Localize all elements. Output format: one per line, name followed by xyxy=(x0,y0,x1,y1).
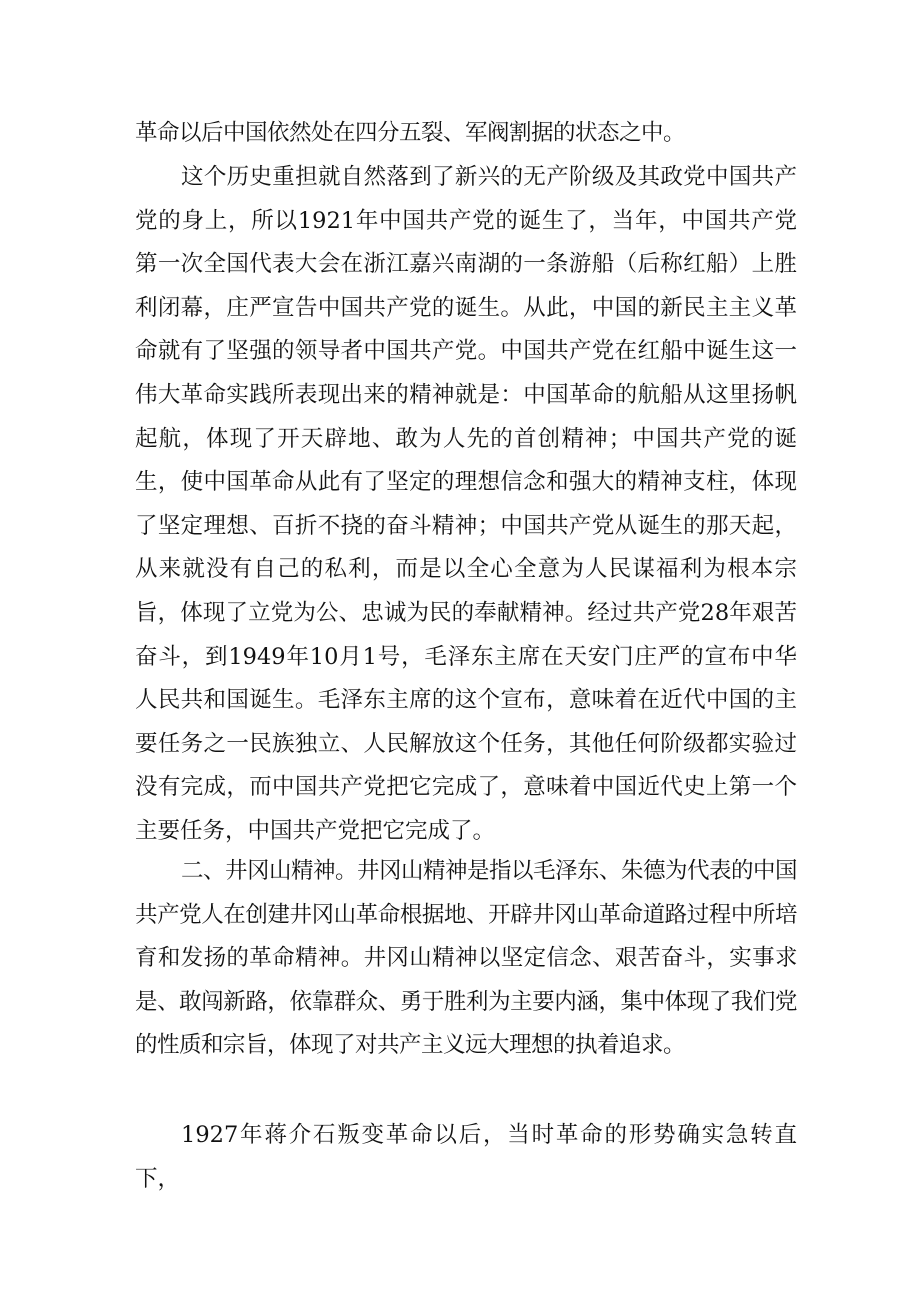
paragraph-jinggangshan-spirit xyxy=(135,850,797,1068)
paragraph-text: 二、井冈山精神。井冈山精神是指以毛泽东、朱德为代表的中国共产党人在创建井冈山革命根据地、开辟井冈山革命道路过程中所培育和发扬的革命精神。井冈山精神以坚定信念、艰苦奋斗，实事求是、敢闯新路，依靠群众、勇于胜利为主要内涵，集中体现了我们党的性质和宗旨，体现了对共产主义远大理想的执着追求。 xyxy=(135,858,798,1059)
paragraph-red-boat-spirit xyxy=(135,156,797,854)
paragraph-text: 1927年蒋介石叛变革命以后，当时革命的形势确实急转直下， xyxy=(135,1122,797,1192)
paragraph-text: 革命以后中国依然处在四分五裂、军阀割据的状态之中。 xyxy=(135,120,686,146)
paragraph-continuation xyxy=(135,112,797,156)
paragraph-text: 这个历史重担就自然落到了新兴的无产阶级及其政党中国共产党的身上，所以1921年中国共产党的诞生了，当年，中国共产党第一次全国代表大会在浙江嘉兴南湖的一条游船（后称红船）上胜利闭幕，庄严宣告中国共产党的诞生。从此，中国的新民主主义革命就有了坚强的领导者中国共产党。中国共产党在红船中诞生这一伟大革命实践所表现出来的精神就是：中国革命的航船从这里扬帆起航，体现了开天辟地、敢为人先的首创精神；中国共产党的诞生，使中国革命从此有了坚定的理想信念和强大的精神支柱，体现了坚定理想、百折不挠的奋斗精神；中国共产党从诞生的那天起，从来就没有自己的私利，而是以全心全意为人民谋福利为根本宗旨，体现了立党为公、忠诚为民的奉献精神。经过共产党28年艰苦奋斗，到1949年10月1号，毛泽东主席在天安门庄严的宣布中华人民共和国诞生。毛泽东主席的这个宣布，意味着在近代中国的主要任务之一民族独立、人民解放这个任务，其他任何阶级都实验过没有完成，而中国共产党把它完成了，意味着中国近代史上第一个主要任务，中国共产党把它完成了。 xyxy=(135,164,797,844)
paragraph-1927 xyxy=(135,1114,797,1201)
